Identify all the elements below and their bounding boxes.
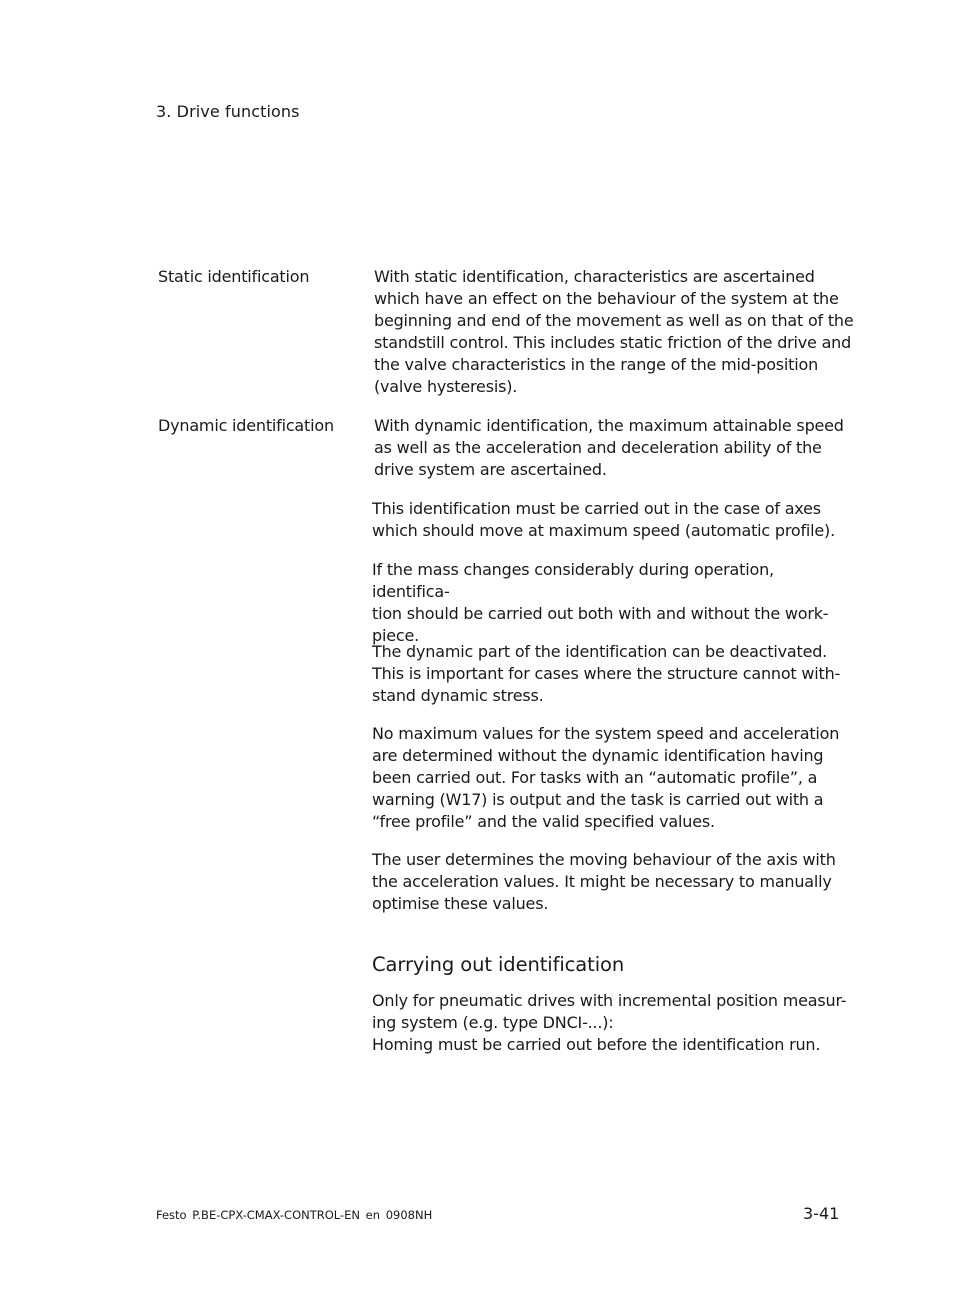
static-identification-description: With static identification, characteristics are ascertained which have an effect on the behaviour of the system at the beginning and end of the movement as well as on that of the standstill control. This includes static friction of the drive and the valve characteristics in the range of the mid-position (valve hysteresis). <box>374 267 854 396</box>
term-static-identification: Static identification <box>158 267 310 286</box>
term-dynamic-identification: Dynamic identification <box>158 416 334 435</box>
paragraph-deactivate-dynamic: The dynamic part of the identification can be deactivated. This is important for cases where the structure cannot with- stand dynamic stress. <box>372 642 841 705</box>
footer-document-id: Festo P.BE-CPX-CMAX-CONTROL-EN en 0908NH <box>156 1208 433 1222</box>
section-heading-carrying-out: Carrying out identification <box>372 953 625 976</box>
paragraph-max-speed: This identification must be carried out in the case of axes which should move at maximum speed (automatic profile). <box>372 499 835 540</box>
paragraph-no-maximum-values: No maximum values for the system speed and acceleration are determined without the dynamic identification having been carried out. For tasks with an “automatic profile”, a warning (W17) is output and the task is carried out with a “free profile” and the valid specified values. <box>372 724 840 831</box>
footer-page-number: 3-41 <box>803 1204 840 1223</box>
paragraph-carrying-out: Only for pneumatic drives with incremental position measur- ing system (e.g. type DNCI-...): Homing must be carried out before the identification run. <box>372 991 847 1054</box>
paragraph-moving-behaviour: The user determines the moving behaviour of the axis with the acceleration values. It might be necessary to manually optimise these values. <box>372 850 836 913</box>
dynamic-identification-description: With dynamic identification, the maximum attainable speed as well as the acceleration and deceleration ability of the drive system are ascertained. <box>374 416 844 479</box>
chapter-header: 3. Drive functions <box>156 102 300 121</box>
paragraph-mass-changes: If the mass changes considerably during operation, identifica- tion should be carried out both with and without the work- piece. <box>372 560 829 645</box>
